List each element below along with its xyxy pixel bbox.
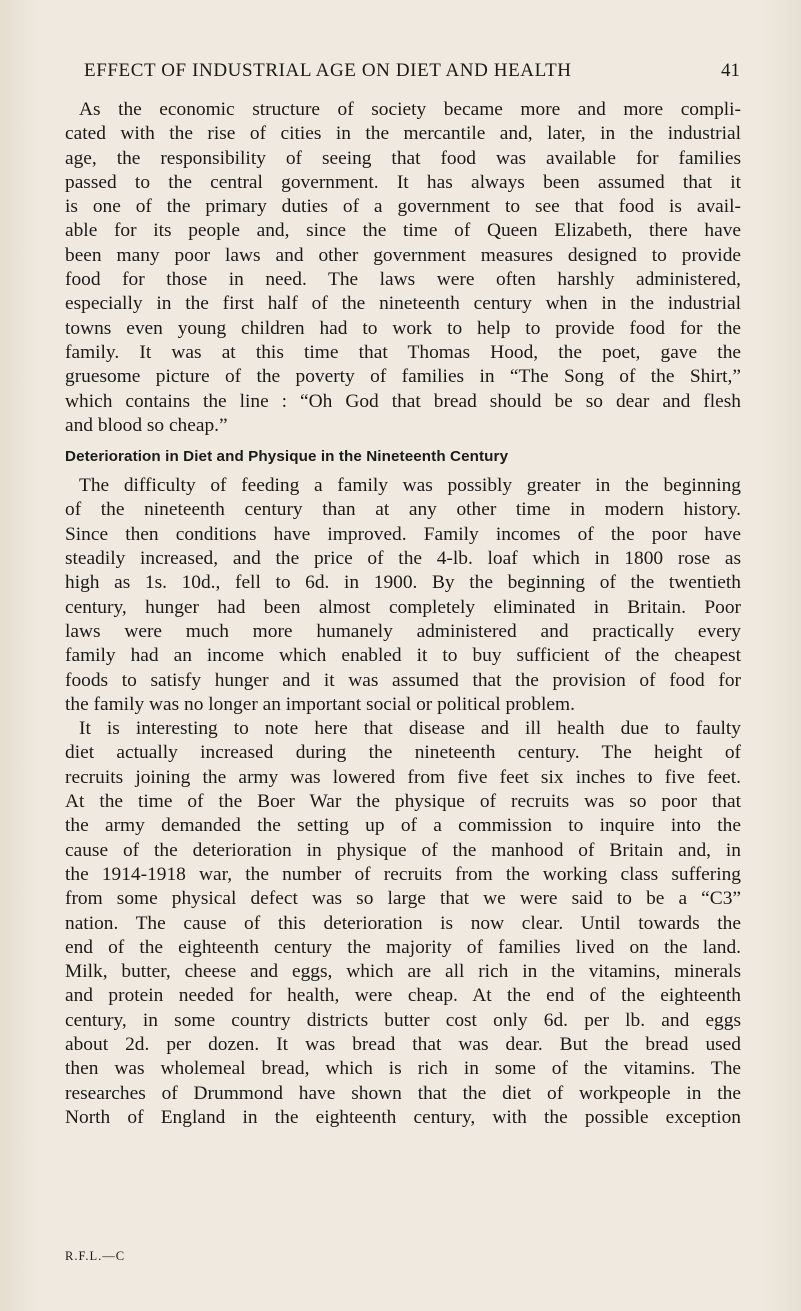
text-line: the family was no longer an important social or political problem. <box>65 693 575 715</box>
paragraph-1 <box>65 98 741 438</box>
text-line: the 1914-1918 war, the number of recruits from the working class suffering <box>65 863 741 885</box>
text-line: able for its people and, since the time of Queen Elizabeth, there have <box>65 220 741 242</box>
signature-mark: R.F.L.—C <box>65 1249 126 1263</box>
paragraph-2 <box>65 474 741 717</box>
text-line: and protein needed for health, were cheap. At the end of the eighteenth <box>65 985 741 1007</box>
text-line: is one of the primary duties of a government to see that food is avail- <box>65 196 741 218</box>
text-line: nation. The cause of this deterioration is now clear. Until towards the <box>65 912 741 934</box>
text-line: steadily increased, and the price of the 4-lb. loaf which in 1800 rose as <box>65 548 741 570</box>
text-line: Since then conditions have improved. Family incomes of the poor have <box>65 523 741 545</box>
text-line: age, the responsibility of seeing that food was available for families <box>65 147 741 169</box>
page-number: 41 <box>721 60 740 81</box>
text-line: end of the eighteenth century the majority of families lived on the land. <box>65 936 741 958</box>
running-title: EFFECT OF INDUSTRIAL AGE ON DIET AND HEALTH <box>84 60 572 81</box>
text-line: cated with the rise of cities in the mercantile and, later, in the industrial <box>65 123 741 145</box>
text-line: recruits joining the army was lowered from five feet six inches to five feet. <box>65 766 741 788</box>
text-line: foods to satisfy hunger and it was assumed that the provision of food for <box>65 669 741 691</box>
text-line: been many poor laws and other government measures designed to provide <box>65 244 741 266</box>
text-line: family had an income which enabled it to buy sufficient of the cheapest <box>65 645 741 667</box>
text-line: and blood so cheap.” <box>65 414 228 436</box>
section-heading: Deterioration in Diet and Physique in the Nineteenth Century <box>65 448 509 466</box>
text-line: family. It was at this time that Thomas Hood, the poet, gave the <box>65 341 741 363</box>
text-line: then was wholemeal bread, which is rich in some of the vitamins. The <box>65 1058 741 1080</box>
text-line: towns even young children had to work to help to provide food for the <box>65 317 741 339</box>
text-line: which contains the line : “Oh God that bread should be so dear and flesh <box>65 390 741 412</box>
text-line: passed to the central government. It has always been assumed that it <box>65 171 741 193</box>
text-line: the army demanded the setting up of a commission to inquire into the <box>65 815 741 837</box>
text-line: from some physical defect was so large that we were said to be a “C3” <box>65 888 741 910</box>
text-line: laws were much more humanely administered and practically every <box>65 620 741 642</box>
text-line: The difficulty of feeding a family was possibly greater in the beginning <box>79 475 741 497</box>
text-line: diet actually increased during the nineteenth century. The height of <box>65 742 741 764</box>
text-line: food for those in need. The laws were often harshly administered, <box>65 269 741 291</box>
text-line: century, in some country districts butter cost only 6d. per lb. and eggs <box>65 1009 741 1031</box>
text-line: gruesome picture of the poverty of families in “The Song of the Shirt,” <box>65 366 741 388</box>
text-line: As the economic structure of society became more and more compli- <box>79 99 741 120</box>
text-line: high as 1s. 10d., fell to 6d. in 1900. By the beginning of the twentieth <box>65 572 741 594</box>
running-header <box>84 60 740 82</box>
paragraph-3 <box>65 717 741 1130</box>
text-line: North of England in the eighteenth century, with the possible exception <box>65 1106 741 1128</box>
text-line: researches of Drummond have shown that the diet of workpeople in the <box>65 1082 741 1104</box>
text-line: of the nineteenth century than at any other time in modern history. <box>65 499 741 521</box>
text-line: cause of the deterioration in physique of the manhood of Britain and, in <box>65 839 741 861</box>
text-line: It is interesting to note here that disease and ill health due to faulty <box>79 718 741 740</box>
text-line: about 2d. per dozen. It was bread that was dear. But the bread used <box>65 1033 741 1055</box>
text-line: Milk, butter, cheese and eggs, which are all rich in the vitamins, minerals <box>65 961 741 983</box>
text-line: century, hunger had been almost completely eliminated in Britain. Poor <box>65 596 741 618</box>
text-line: At the time of the Boer War the physique of recruits was so poor that <box>65 791 741 813</box>
body-text <box>65 98 741 1130</box>
text-line: especially in the first half of the nineteenth century when in the industrial <box>65 293 741 315</box>
